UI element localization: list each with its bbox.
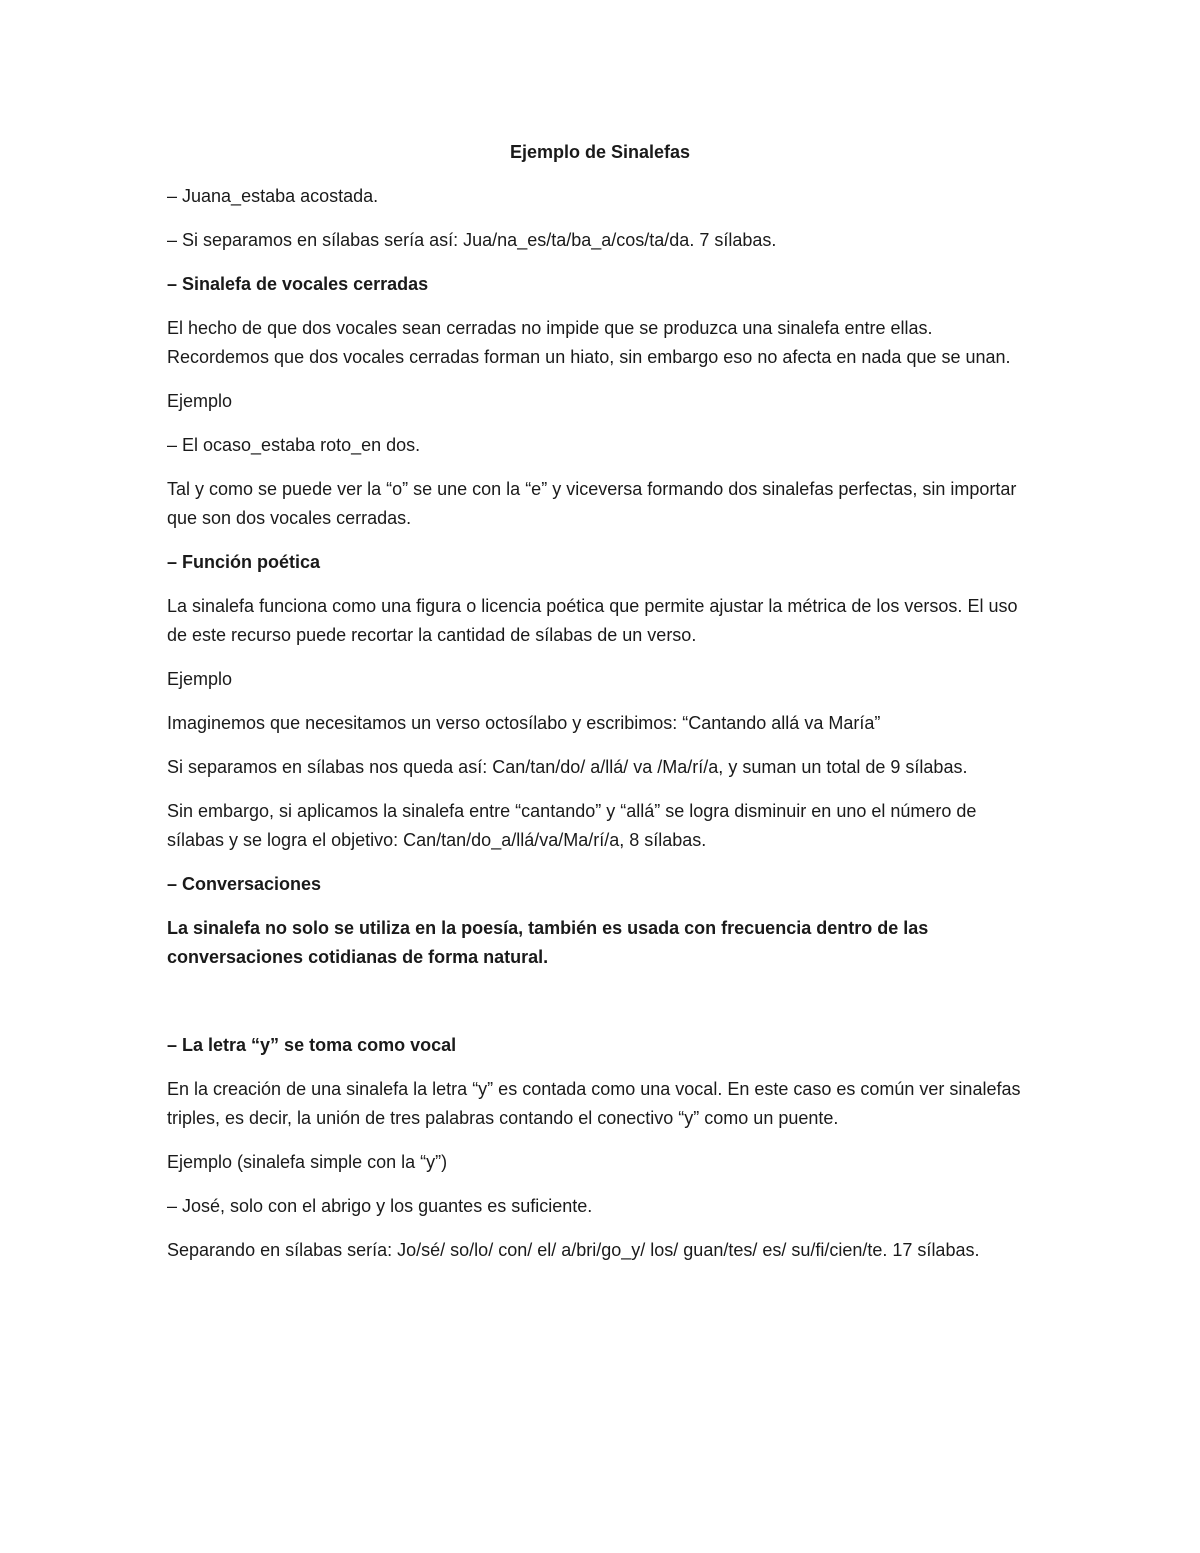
paragraph-nine-syllables: Si separamos en sílabas nos queda así: Can/tan/do/ a/llá/ va /Ma/rí/a, y suman un total de 9 sílabas. <box>167 757 968 777</box>
paragraph-syllables-jose: Separando en sílabas sería: Jo/sé/ so/lo/ con/ el/ a/bri/go_y/ los/ guan/tes/ es/ su/fi/cien/te. 17 sílabas. <box>167 1240 980 1260</box>
document-title: Ejemplo de Sinalefas <box>509 142 691 162</box>
paragraph-syllables-juana: – Si separamos en sílabas sería así: Jua/na_es/ta/ba_a/cos/ta/da. 7 sílabas. <box>167 230 777 250</box>
paragraph-ejemplo-label: Ejemplo <box>167 669 233 689</box>
document-body <box>167 138 1033 1280</box>
heading-poetic-function: – Función poética <box>167 552 321 572</box>
paragraph-closed-vowels: El hecho de que dos vocales sean cerradas no impide que se produzca una sinalefa entre ellas. Recordemos que dos vocales cerradas forman un hiato, sin embargo eso no afecta en nada que se unan. <box>167 318 1011 367</box>
paragraph-ejemplo-y-label: Ejemplo (sinalefa simple con la “y”) <box>167 1152 448 1172</box>
heading-conversations: – Conversaciones <box>167 874 322 894</box>
paragraph-ejemplo-label: Ejemplo <box>167 391 233 411</box>
paragraph-letter-y: En la creación de una sinalefa la letra “y” es contada como una vocal. En este caso es común ver sinalefas triples, es decir, la unión de tres palabras contando el conectivo “y” como un puente. <box>167 1079 1021 1128</box>
heading-closed-vowels: – Sinalefa de vocales cerradas <box>167 274 429 294</box>
paragraph-eight-syllables: Sin embargo, si aplicamos la sinalefa entre “cantando” y “allá” se logra disminuir en uno el número de sílabas y se logra el objetivo: Can/tan/do_a/llá/va/Ma/rí/a, 8 sílabas. <box>167 801 977 850</box>
paragraph-ocaso-explanation: Tal y como se puede ver la “o” se une con la “e” y viceversa formando dos sinalefas perfectas, sin importar que son dos vocales cerradas. <box>167 479 1017 528</box>
paragraph-poetic-function: La sinalefa funciona como una figura o licencia poética que permite ajustar la métrica de los versos. El uso de este recurso puede recortar la cantidad de sílabas de un verso. <box>167 596 1018 645</box>
paragraph-example-juana: – Juana_estaba acostada. <box>167 186 379 206</box>
paragraph-example-jose: – José, solo con el abrigo y los guantes es suficiente. <box>167 1196 593 1216</box>
paragraph-conversations: La sinalefa no solo se utiliza en la poesía, también es usada con frecuencia dentro de las conversaciones cotidianas de forma natural. <box>167 918 929 967</box>
paragraph-octosyllable: Imaginemos que necesitamos un verso octosílabo y escribimos: “Cantando allá va María” <box>167 713 881 733</box>
paragraph-example-ocaso: – El ocaso_estaba roto_en dos. <box>167 435 421 455</box>
heading-letter-y: – La letra “y” se toma como vocal <box>167 1035 457 1055</box>
blank-line <box>167 987 1033 1031</box>
